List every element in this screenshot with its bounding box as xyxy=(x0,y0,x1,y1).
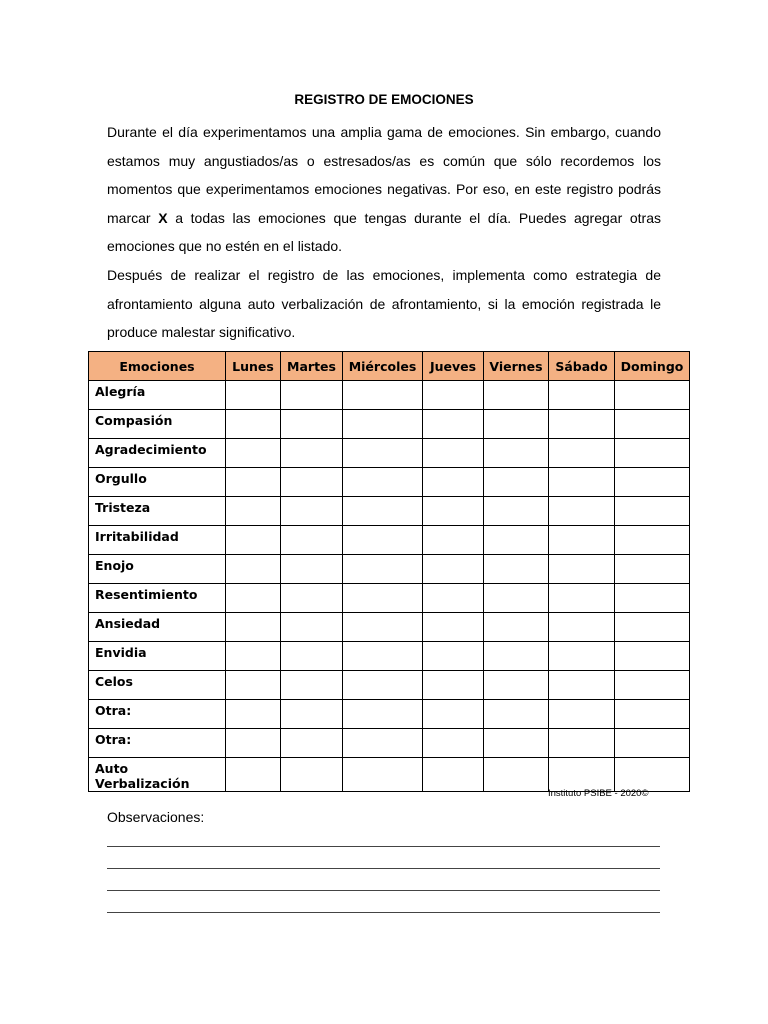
day-mark-cell[interactable] xyxy=(615,671,690,700)
emotion-label: Celos xyxy=(89,671,226,700)
day-mark-cell[interactable] xyxy=(343,410,423,439)
observation-line[interactable] xyxy=(107,890,660,891)
table-row xyxy=(89,410,690,439)
page-title: REGISTRO DE EMOCIONES xyxy=(294,92,474,107)
day-mark-cell[interactable] xyxy=(226,700,281,729)
emotion-label: Compasión xyxy=(89,410,226,439)
day-mark-cell[interactable] xyxy=(615,497,690,526)
day-mark-cell[interactable] xyxy=(423,671,484,700)
observations-label: Observaciones: xyxy=(107,809,205,825)
day-mark-cell[interactable] xyxy=(484,468,549,497)
day-mark-cell[interactable] xyxy=(226,613,281,642)
day-mark-cell[interactable] xyxy=(484,700,549,729)
observation-line[interactable] xyxy=(107,846,660,847)
day-mark-cell[interactable] xyxy=(549,410,615,439)
day-mark-cell[interactable] xyxy=(226,642,281,671)
day-mark-cell[interactable] xyxy=(615,410,690,439)
intro-p1-end: a todas las emociones que tengas durante el día. Puedes agregar otras emociones que no estén en el listado. xyxy=(107,209,662,255)
day-mark-cell[interactable] xyxy=(343,526,423,555)
emotion-label: Envidia xyxy=(89,642,226,671)
day-mark-cell[interactable] xyxy=(281,729,343,758)
day-mark-cell[interactable] xyxy=(423,758,484,792)
emotion-label: Otra: xyxy=(89,700,226,729)
day-mark-cell[interactable] xyxy=(281,613,343,642)
day-mark-cell[interactable] xyxy=(226,381,281,410)
day-mark-cell[interactable] xyxy=(281,671,343,700)
day-mark-cell[interactable] xyxy=(281,642,343,671)
table-row xyxy=(89,671,690,700)
day-mark-cell[interactable] xyxy=(423,729,484,758)
emotion-label: Ansiedad xyxy=(89,613,226,642)
day-mark-cell[interactable] xyxy=(226,555,281,584)
header-thursday: Jueves xyxy=(423,352,484,381)
day-mark-cell[interactable] xyxy=(423,497,484,526)
day-mark-cell[interactable] xyxy=(281,584,343,613)
day-mark-cell[interactable] xyxy=(343,584,423,613)
day-mark-cell[interactable] xyxy=(423,700,484,729)
day-mark-cell[interactable] xyxy=(549,526,615,555)
day-mark-cell[interactable] xyxy=(281,555,343,584)
day-mark-cell[interactable] xyxy=(549,584,615,613)
day-mark-cell[interactable] xyxy=(549,642,615,671)
day-mark-cell[interactable] xyxy=(423,381,484,410)
emotion-label: Otra: xyxy=(89,729,226,758)
emotion-label: Resentimiento xyxy=(89,584,226,613)
day-mark-cell[interactable] xyxy=(226,671,281,700)
table-row xyxy=(89,497,690,526)
emotion-label: Enojo xyxy=(89,555,226,584)
day-mark-cell[interactable] xyxy=(615,439,690,468)
day-mark-cell[interactable] xyxy=(615,555,690,584)
day-mark-cell[interactable] xyxy=(226,497,281,526)
emotion-register-table xyxy=(88,351,690,792)
day-mark-cell[interactable] xyxy=(549,439,615,468)
day-mark-cell[interactable] xyxy=(281,439,343,468)
day-mark-cell[interactable] xyxy=(549,555,615,584)
emotion-label: Tristeza xyxy=(89,497,226,526)
day-mark-cell[interactable] xyxy=(549,729,615,758)
header-friday: Viernes xyxy=(484,352,549,381)
day-mark-cell[interactable] xyxy=(549,758,615,792)
day-mark-cell[interactable] xyxy=(343,555,423,584)
day-mark-cell[interactable] xyxy=(615,758,690,792)
day-mark-cell[interactable] xyxy=(423,584,484,613)
day-mark-cell[interactable] xyxy=(281,526,343,555)
day-mark-cell[interactable] xyxy=(484,613,549,642)
day-mark-cell[interactable] xyxy=(615,381,690,410)
day-mark-cell[interactable] xyxy=(484,439,549,468)
table-row xyxy=(89,526,690,555)
emotion-label: Alegría xyxy=(89,381,226,410)
table-row xyxy=(89,439,690,468)
day-mark-cell[interactable] xyxy=(549,468,615,497)
day-mark-cell[interactable] xyxy=(484,410,549,439)
day-mark-cell[interactable] xyxy=(423,526,484,555)
mark-symbol: X xyxy=(158,209,168,226)
day-mark-cell[interactable] xyxy=(615,642,690,671)
table-row xyxy=(89,584,690,613)
day-mark-cell[interactable] xyxy=(549,613,615,642)
day-mark-cell[interactable] xyxy=(615,613,690,642)
day-mark-cell[interactable] xyxy=(343,497,423,526)
emotion-label: Irritabilidad xyxy=(89,526,226,555)
day-mark-cell[interactable] xyxy=(615,526,690,555)
day-mark-cell[interactable] xyxy=(226,439,281,468)
table-row xyxy=(89,729,690,758)
day-mark-cell[interactable] xyxy=(226,410,281,439)
day-mark-cell[interactable] xyxy=(281,468,343,497)
day-mark-cell[interactable] xyxy=(343,758,423,792)
table-row xyxy=(89,642,690,671)
day-mark-cell[interactable] xyxy=(484,555,549,584)
credit-text: Instituto PSIBE - 2020© xyxy=(548,788,649,799)
day-mark-cell[interactable] xyxy=(343,700,423,729)
day-mark-cell[interactable] xyxy=(484,758,549,792)
intro-paragraph-2: Después de realizar el registro de las emociones, implementa como estrategia de afrontamiento alguna auto verbalización de afrontamiento, si la emoción registrada le produce malestar significativo. xyxy=(107,266,661,341)
day-mark-cell[interactable] xyxy=(281,410,343,439)
emotion-label: Auto Verbalización xyxy=(89,758,226,792)
day-mark-cell[interactable] xyxy=(226,584,281,613)
table-row xyxy=(89,468,690,497)
day-mark-cell[interactable] xyxy=(423,439,484,468)
table-row xyxy=(89,555,690,584)
day-mark-cell[interactable] xyxy=(423,410,484,439)
day-mark-cell[interactable] xyxy=(281,700,343,729)
day-mark-cell[interactable] xyxy=(423,642,484,671)
table-row xyxy=(89,700,690,729)
day-mark-cell[interactable] xyxy=(226,468,281,497)
day-mark-cell[interactable] xyxy=(484,584,549,613)
day-mark-cell[interactable] xyxy=(615,729,690,758)
day-mark-cell[interactable] xyxy=(343,729,423,758)
intro-text xyxy=(107,118,661,347)
day-mark-cell[interactable] xyxy=(423,468,484,497)
header-sunday: Domingo xyxy=(615,352,690,381)
day-mark-cell[interactable] xyxy=(484,671,549,700)
day-mark-cell[interactable] xyxy=(343,439,423,468)
day-mark-cell[interactable] xyxy=(343,671,423,700)
day-mark-cell[interactable] xyxy=(484,381,549,410)
observation-line[interactable] xyxy=(107,912,660,913)
table-row xyxy=(89,381,690,410)
day-mark-cell[interactable] xyxy=(343,642,423,671)
day-mark-cell[interactable] xyxy=(484,526,549,555)
header-emotions: Emociones xyxy=(89,352,226,381)
day-mark-cell[interactable] xyxy=(549,700,615,729)
day-mark-cell[interactable] xyxy=(484,729,549,758)
table-row xyxy=(89,613,690,642)
day-mark-cell[interactable] xyxy=(343,613,423,642)
intro-paragraph-1 xyxy=(107,118,661,261)
observation-line[interactable] xyxy=(107,868,660,869)
day-mark-cell[interactable] xyxy=(343,381,423,410)
day-mark-cell[interactable] xyxy=(549,671,615,700)
day-mark-cell[interactable] xyxy=(281,381,343,410)
day-mark-cell[interactable] xyxy=(281,758,343,792)
header-wednesday: Miércoles xyxy=(343,352,423,381)
header-tuesday: Martes xyxy=(281,352,343,381)
day-mark-cell[interactable] xyxy=(549,497,615,526)
day-mark-cell[interactable] xyxy=(549,381,615,410)
day-mark-cell[interactable] xyxy=(226,758,281,792)
day-mark-cell[interactable] xyxy=(484,497,549,526)
emotion-label: Agradecimiento xyxy=(89,439,226,468)
day-mark-cell[interactable] xyxy=(615,584,690,613)
day-mark-cell[interactable] xyxy=(281,497,343,526)
header-saturday: Sábado xyxy=(549,352,615,381)
day-mark-cell[interactable] xyxy=(226,729,281,758)
table-header-row xyxy=(89,352,690,381)
day-mark-cell[interactable] xyxy=(615,700,690,729)
day-mark-cell[interactable] xyxy=(423,613,484,642)
header-monday: Lunes xyxy=(226,352,281,381)
day-mark-cell[interactable] xyxy=(423,555,484,584)
intro-p1-start: Durante el día experimentamos una amplia gama de emociones. Sin embargo, cuando estamos muy angustiados/as o estresados/as es común que sólo recordemos los momentos que experimentamos emociones negativas. Por eso, en este registro podrás marcar xyxy=(107,124,661,226)
table-row xyxy=(89,758,690,792)
day-mark-cell[interactable] xyxy=(226,526,281,555)
day-mark-cell[interactable] xyxy=(484,642,549,671)
emotion-label: Orgullo xyxy=(89,468,226,497)
day-mark-cell[interactable] xyxy=(343,468,423,497)
day-mark-cell[interactable] xyxy=(615,468,690,497)
